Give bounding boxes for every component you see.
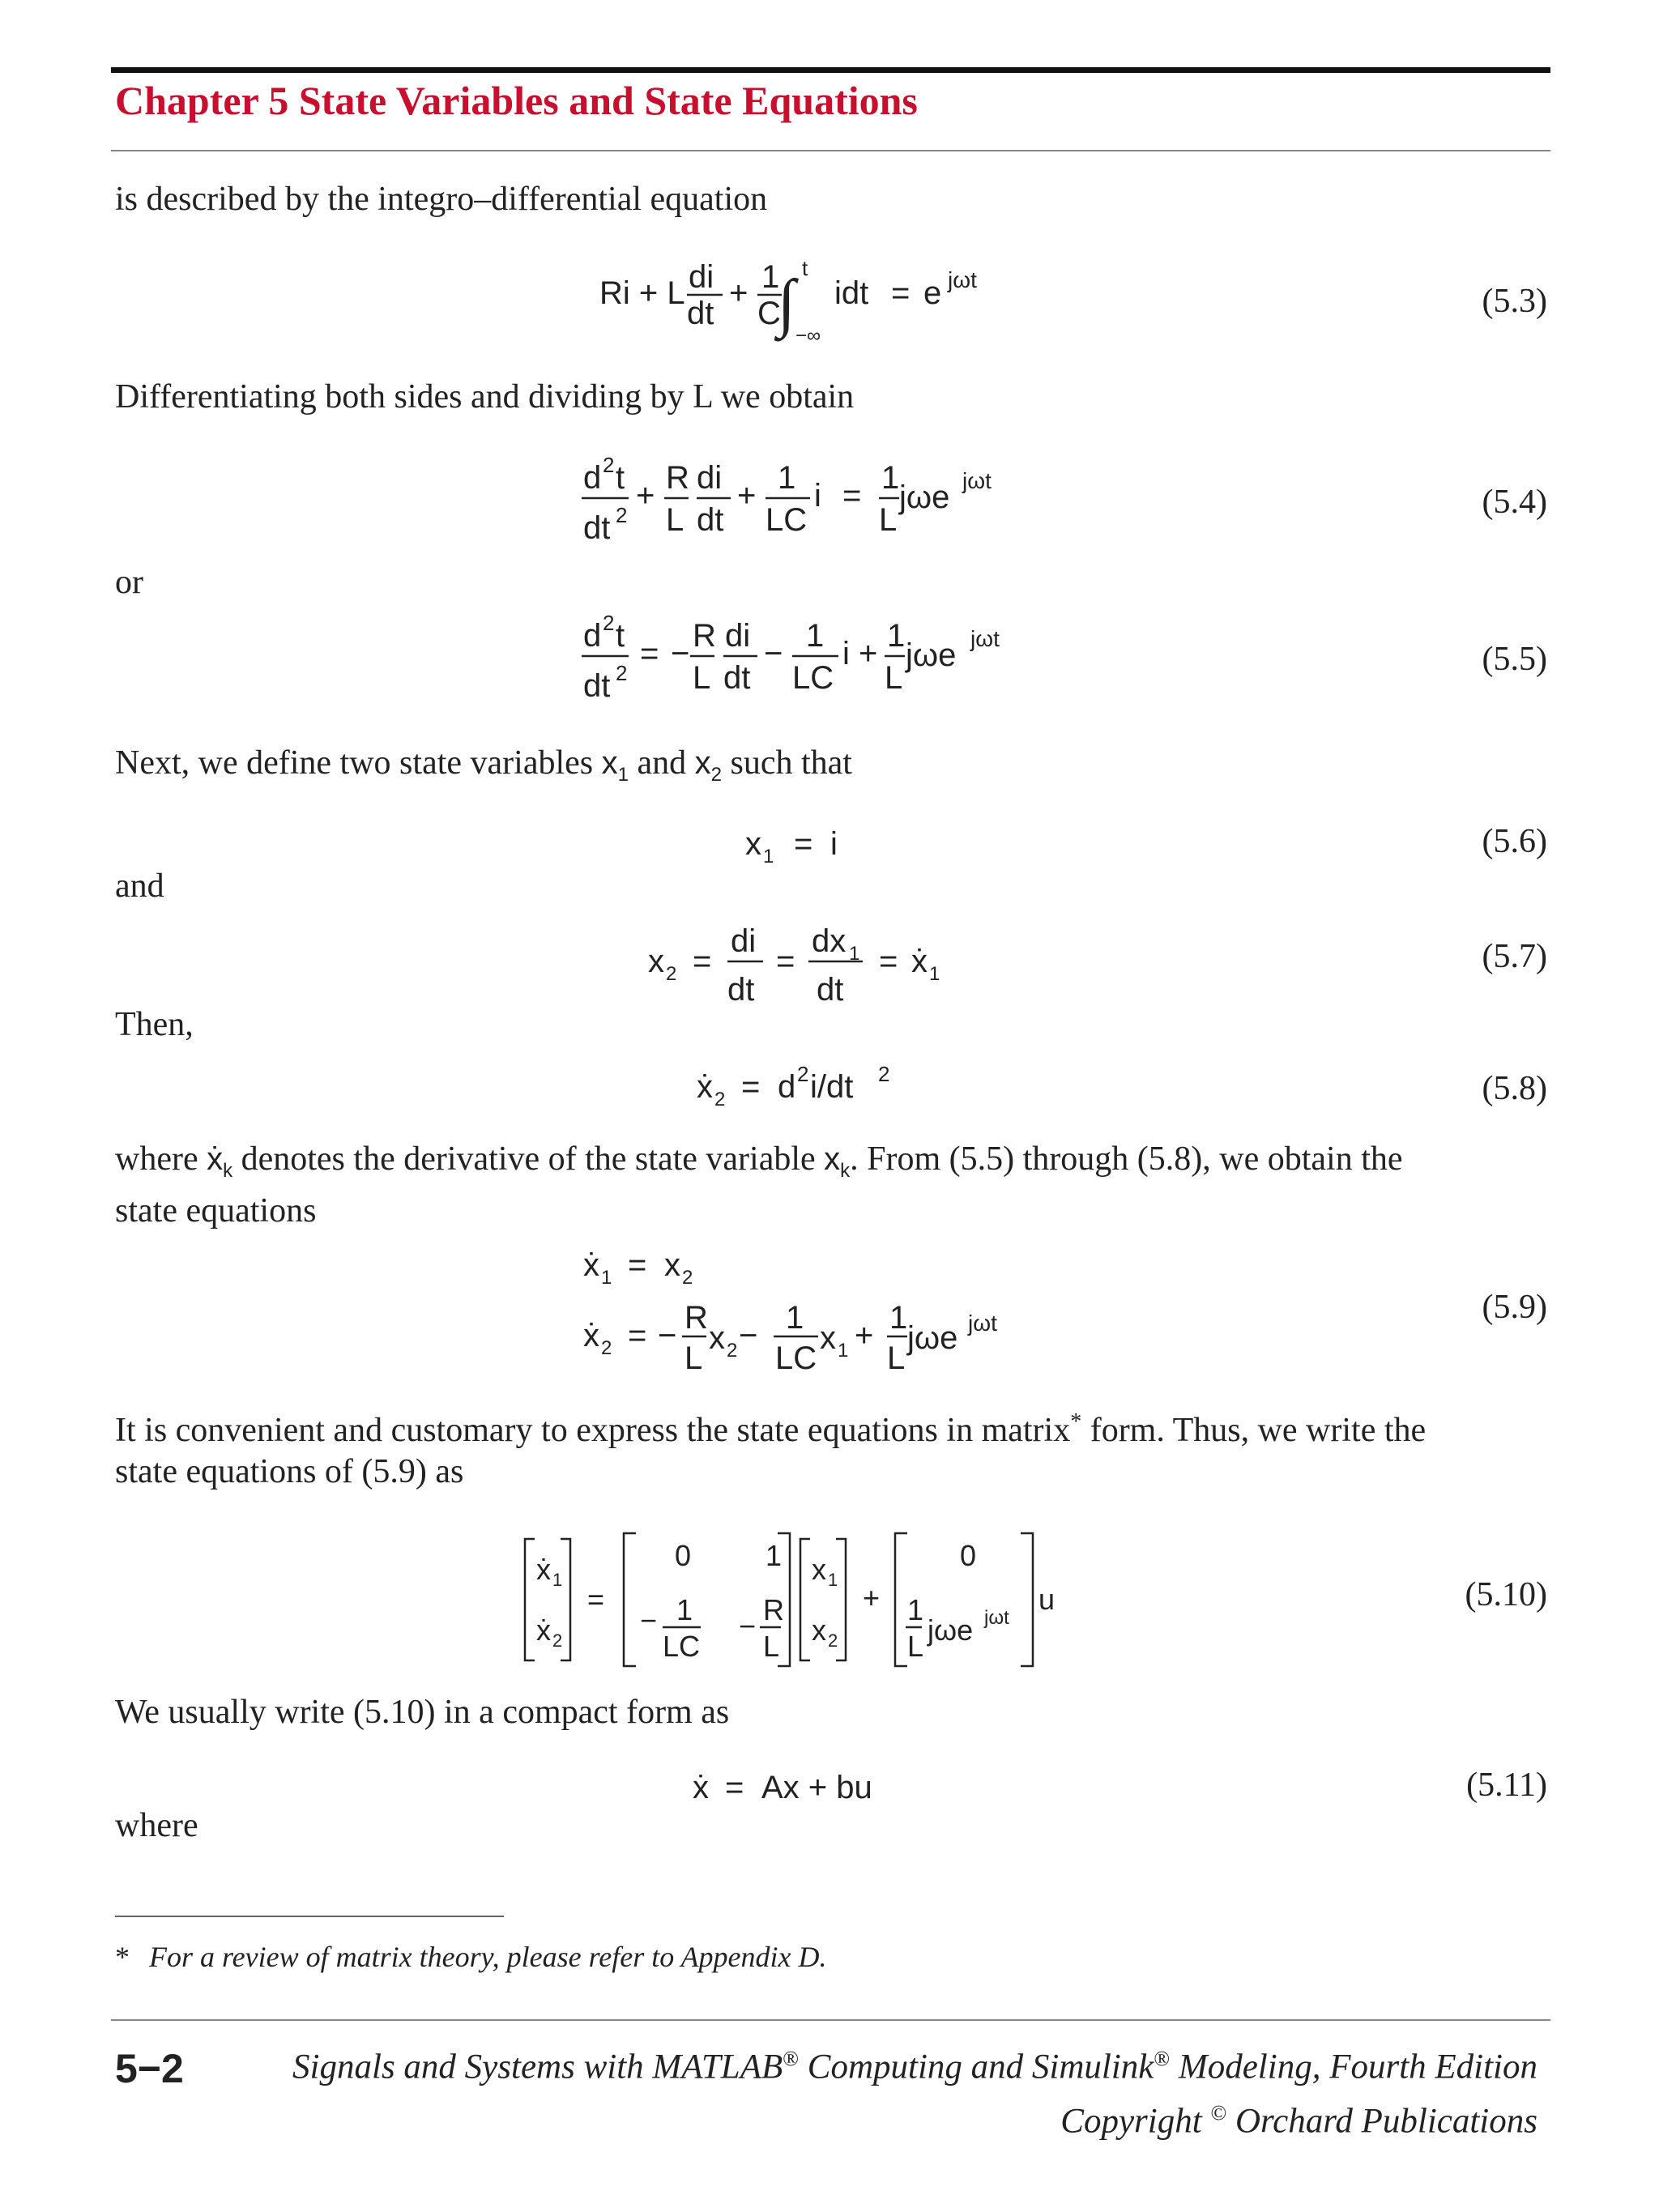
svg-text:+: + bbox=[636, 478, 655, 514]
svg-text:L: L bbox=[879, 502, 898, 538]
svg-text:x: x bbox=[820, 1320, 836, 1356]
svg-text:di: di bbox=[697, 460, 723, 496]
svg-text:=: = bbox=[640, 636, 659, 671]
svg-text:e: e bbox=[923, 275, 942, 311]
svg-text:ẋ: ẋ bbox=[697, 1069, 713, 1105]
svg-text:1: 1 bbox=[828, 1570, 838, 1590]
svg-text:jωt: jωt bbox=[948, 267, 977, 292]
svg-text:LC: LC bbox=[775, 1340, 817, 1376]
svg-text:i: i bbox=[814, 478, 821, 514]
svg-text:2: 2 bbox=[828, 1630, 838, 1651]
svg-text:2: 2 bbox=[552, 1630, 563, 1651]
svg-text:ẋ: ẋ bbox=[693, 1770, 709, 1805]
svg-text:=: = bbox=[628, 1247, 647, 1283]
svg-text:jωt: jωt bbox=[962, 468, 992, 493]
svg-text:x: x bbox=[812, 1553, 826, 1586]
svg-text:di: di bbox=[725, 618, 751, 654]
svg-text:2: 2 bbox=[666, 963, 677, 985]
svg-text:2: 2 bbox=[616, 661, 628, 685]
svg-text:1: 1 bbox=[838, 1340, 849, 1362]
svg-text:1: 1 bbox=[889, 1300, 908, 1336]
svg-text:d: d bbox=[583, 618, 602, 654]
paragraph-compact-form: We usually write (5.10) in a compact form as bbox=[115, 1694, 730, 1731]
svg-text:d: d bbox=[778, 1069, 796, 1105]
svg-text:x: x bbox=[812, 1613, 826, 1647]
svg-text:−: − bbox=[640, 1604, 658, 1637]
svg-text:t: t bbox=[616, 618, 625, 654]
equation-5-4 bbox=[575, 450, 1029, 563]
paragraph-define-states: Next, we define two state variables $x_1$ and $x_2$ such that bbox=[115, 744, 852, 786]
svg-text:jωt: jωt bbox=[970, 626, 1000, 651]
svg-text:u: u bbox=[1038, 1583, 1056, 1616]
svg-text:idt: idt bbox=[834, 275, 869, 311]
equation-number-5-6: (5.6) bbox=[1482, 823, 1547, 860]
svg-text:1: 1 bbox=[676, 1593, 693, 1626]
equation-number-5-10: (5.10) bbox=[1465, 1576, 1547, 1613]
copyright-line: Copyright © Orchard Publications bbox=[1060, 2101, 1537, 2141]
equation-number-5-5: (5.5) bbox=[1482, 641, 1547, 678]
svg-text:i: i bbox=[830, 826, 838, 862]
svg-text:1: 1 bbox=[552, 1570, 563, 1590]
paragraph-and: and bbox=[115, 867, 164, 905]
svg-text:x: x bbox=[648, 944, 664, 979]
svg-text:1: 1 bbox=[786, 1300, 804, 1336]
svg-text:1: 1 bbox=[806, 618, 825, 654]
svg-text:dt: dt bbox=[687, 296, 714, 331]
svg-text:=: = bbox=[891, 275, 911, 311]
svg-text:LC: LC bbox=[792, 660, 834, 696]
svg-text:+: + bbox=[729, 275, 748, 311]
book-title: Signals and Systems with MATLAB® Computing and Simulink® Modeling, Fourth Edition bbox=[292, 2047, 1537, 2086]
paragraph-where-xk: where ẋ$_k$ denotes the derivative of the state variable $x_k$. From (5.5) through (5.8), we obtain the bbox=[115, 1140, 1403, 1182]
svg-text:Ri + L: Ri + L bbox=[599, 275, 685, 311]
svg-text:dt: dt bbox=[697, 502, 724, 538]
equation-5-10 bbox=[518, 1527, 1069, 1681]
svg-text:L: L bbox=[763, 1630, 780, 1663]
svg-text:+: + bbox=[855, 1318, 874, 1353]
equation-5-7 bbox=[632, 911, 988, 1016]
svg-text:x: x bbox=[709, 1320, 725, 1356]
svg-text:jωe: jωe bbox=[928, 1613, 974, 1647]
svg-text:di: di bbox=[689, 259, 714, 295]
svg-text:ẋ: ẋ bbox=[536, 1553, 551, 1586]
header-divider bbox=[111, 150, 1550, 151]
svg-text:R: R bbox=[763, 1593, 784, 1626]
svg-text:1: 1 bbox=[881, 460, 900, 496]
svg-text:dt: dt bbox=[727, 972, 755, 1008]
svg-text:i +: i + bbox=[842, 636, 878, 671]
svg-text:2: 2 bbox=[616, 503, 628, 527]
svg-text:0: 0 bbox=[675, 1539, 692, 1572]
page-number: 5−2 bbox=[115, 2046, 184, 2091]
svg-text:dt: dt bbox=[723, 660, 751, 696]
svg-text:t: t bbox=[616, 460, 625, 496]
svg-text:−∞: −∞ bbox=[795, 325, 821, 347]
svg-text:R: R bbox=[684, 1300, 708, 1336]
footnote bbox=[115, 1940, 827, 1974]
equation-5-11 bbox=[689, 1758, 932, 1814]
svg-text:ẋ: ẋ bbox=[583, 1318, 599, 1353]
svg-text:ẋ: ẋ bbox=[911, 944, 928, 979]
equation-number-5-11: (5.11) bbox=[1466, 1767, 1547, 1804]
equation-number-5-7: (5.7) bbox=[1482, 938, 1547, 975]
svg-text:ẋ: ẋ bbox=[536, 1613, 551, 1647]
svg-text:−: − bbox=[739, 1318, 758, 1353]
svg-text:1: 1 bbox=[763, 846, 774, 867]
svg-text:2: 2 bbox=[682, 1267, 693, 1289]
svg-text:1: 1 bbox=[929, 963, 940, 985]
svg-text:−: − bbox=[671, 636, 690, 671]
svg-text:+: + bbox=[737, 478, 757, 514]
paragraph-matrix-form: It is convenient and customary to express the state equations in matrix* form. Thus, we write the bbox=[115, 1409, 1427, 1449]
svg-text:2: 2 bbox=[797, 1062, 809, 1086]
svg-text:−: − bbox=[764, 636, 783, 671]
svg-text:2: 2 bbox=[603, 453, 615, 477]
svg-text:Ax + bu: Ax + bu bbox=[761, 1770, 872, 1805]
svg-text:1: 1 bbox=[766, 1539, 783, 1572]
svg-text:x: x bbox=[664, 1247, 680, 1283]
svg-text:L: L bbox=[907, 1630, 924, 1663]
svg-text:t: t bbox=[802, 256, 808, 280]
svg-text:R: R bbox=[693, 618, 716, 654]
svg-text:L: L bbox=[887, 1340, 906, 1376]
equation-5-5 bbox=[575, 607, 1045, 721]
svg-text:2: 2 bbox=[714, 1089, 726, 1110]
svg-text:x: x bbox=[745, 826, 761, 862]
svg-text:LC: LC bbox=[663, 1630, 701, 1663]
svg-text:R: R bbox=[666, 460, 689, 496]
svg-text:2: 2 bbox=[878, 1062, 890, 1086]
equation-number-5-4: (5.4) bbox=[1482, 484, 1547, 521]
footnote-marker: * bbox=[115, 1941, 130, 1973]
equation-number-5-9: (5.9) bbox=[1482, 1289, 1547, 1326]
top-rule bbox=[111, 67, 1550, 73]
svg-text:=: = bbox=[693, 944, 712, 979]
paragraph-matrix-form-2: state equations of (5.9) as bbox=[115, 1453, 464, 1490]
svg-text:L: L bbox=[666, 502, 684, 538]
svg-text:dt: dt bbox=[817, 972, 844, 1008]
svg-text:ẋ: ẋ bbox=[583, 1247, 599, 1283]
svg-text:dt: dt bbox=[583, 510, 611, 546]
svg-text:di: di bbox=[731, 923, 757, 959]
svg-text:1: 1 bbox=[601, 1267, 612, 1289]
equation-5-6 bbox=[729, 814, 907, 871]
paragraph-differentiating: Differentiating both sides and dividing by L we obtain bbox=[115, 378, 855, 416]
svg-text:i/dt: i/dt bbox=[810, 1069, 854, 1105]
equation-number-5-3: (5.3) bbox=[1482, 283, 1547, 320]
svg-text:1: 1 bbox=[887, 618, 906, 654]
svg-text:2: 2 bbox=[603, 611, 615, 635]
svg-text:L: L bbox=[885, 660, 903, 696]
svg-text:−: − bbox=[658, 1318, 677, 1353]
svg-text:1: 1 bbox=[778, 460, 796, 496]
svg-text:jωe: jωe bbox=[899, 479, 950, 515]
svg-text:1: 1 bbox=[761, 259, 780, 295]
svg-text:dt: dt bbox=[583, 668, 611, 704]
svg-text:LC: LC bbox=[766, 502, 808, 538]
svg-text:=: = bbox=[776, 944, 795, 979]
svg-text:L: L bbox=[693, 660, 711, 696]
paragraph-or: or bbox=[115, 564, 143, 601]
svg-text:0: 0 bbox=[960, 1539, 977, 1572]
chapter-title: Chapter 5 State Variables and State Equations bbox=[115, 78, 918, 123]
svg-text:=: = bbox=[842, 478, 862, 514]
equation-5-3 bbox=[583, 251, 1004, 356]
svg-text:+: + bbox=[863, 1581, 881, 1614]
footnote-rule bbox=[115, 1916, 504, 1917]
footnote-text: For a review of matrix theory, please refer to Appendix D. bbox=[149, 1941, 827, 1973]
svg-text:L: L bbox=[684, 1340, 703, 1376]
svg-text:=: = bbox=[794, 826, 813, 862]
paragraph-intro: is described by the integro–differential equation bbox=[115, 181, 768, 218]
svg-text:2: 2 bbox=[601, 1337, 612, 1359]
footer-rule bbox=[111, 2019, 1550, 2021]
equation-5-9 bbox=[567, 1235, 1053, 1381]
paragraph-where: where bbox=[115, 1807, 198, 1844]
svg-text:1: 1 bbox=[849, 943, 860, 965]
svg-text:1: 1 bbox=[907, 1593, 924, 1626]
equation-5-8 bbox=[689, 1053, 948, 1118]
svg-text:jωt: jωt bbox=[984, 1607, 1009, 1629]
svg-text:jωe: jωe bbox=[907, 1320, 958, 1356]
svg-text:dx: dx bbox=[812, 923, 847, 959]
svg-text:=: = bbox=[587, 1583, 605, 1616]
svg-text:=: = bbox=[741, 1069, 761, 1105]
svg-text:=: = bbox=[628, 1318, 647, 1353]
svg-text:=: = bbox=[725, 1770, 744, 1805]
svg-text:∫: ∫ bbox=[778, 267, 795, 339]
svg-text:C: C bbox=[757, 296, 781, 331]
paragraph-state-equations: state equations bbox=[115, 1192, 317, 1230]
paragraph-then: Then, bbox=[115, 1006, 194, 1043]
equation-number-5-8: (5.8) bbox=[1482, 1070, 1547, 1107]
svg-text:jωt: jωt bbox=[968, 1311, 997, 1336]
svg-text:−: − bbox=[739, 1609, 757, 1643]
svg-text:jωe: jωe bbox=[906, 637, 957, 673]
svg-text:d: d bbox=[583, 460, 602, 496]
svg-text:2: 2 bbox=[727, 1340, 738, 1362]
svg-text:=: = bbox=[879, 944, 898, 979]
